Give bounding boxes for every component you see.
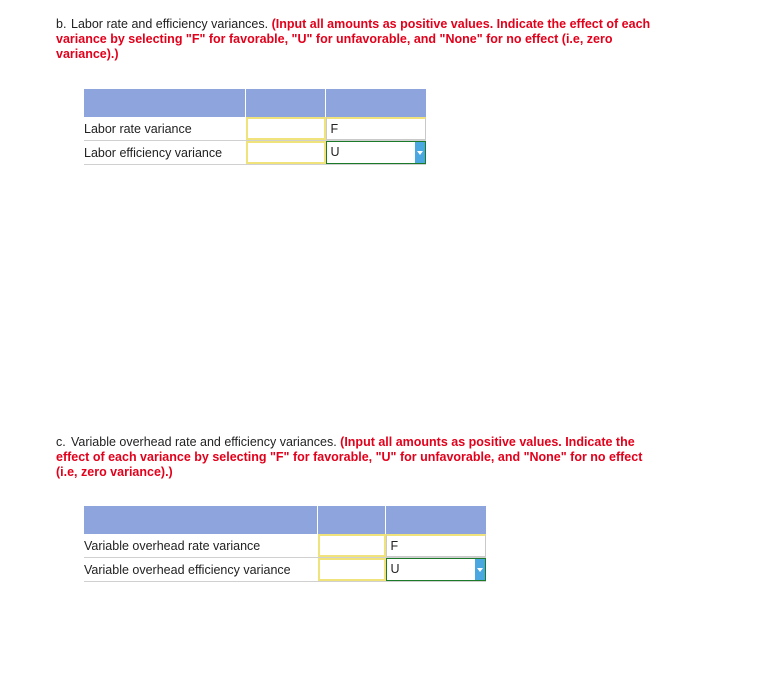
effect-value: F [390, 539, 399, 553]
table-row [84, 141, 426, 165]
table-b [84, 89, 426, 165]
row-label: Variable overhead efficiency variance [84, 558, 318, 582]
table-c-header [84, 506, 486, 534]
question-c-text: Variable overhead rate and efficiency variances. [71, 435, 337, 449]
question-b [56, 17, 666, 62]
effect-select[interactable] [326, 141, 427, 164]
effect-value: U [330, 145, 340, 159]
chevron-down-icon[interactable] [475, 559, 485, 580]
table-row [84, 534, 486, 558]
question-b-instruction: (Input all amounts as positive values. Indicate the effect of each variance by selecting "F" for favorable, "U" for unfavorable, and "None" for no effect (i.e, zero variance).) [56, 17, 651, 61]
row-label: Labor rate variance [84, 117, 246, 141]
question-b-label: b. [56, 17, 67, 31]
row-label: Variable overhead rate variance [84, 534, 318, 558]
row-label: Labor efficiency variance [84, 141, 246, 165]
effect-select[interactable] [386, 558, 487, 581]
chevron-down-icon[interactable] [415, 142, 425, 163]
effect-value: F [330, 122, 339, 136]
amount-input[interactable] [246, 141, 326, 164]
question-b-text: Labor rate and efficiency variances. [71, 17, 269, 31]
question-c-label: c. [56, 435, 66, 449]
table-b-header [84, 89, 426, 117]
header-cell [318, 506, 386, 534]
amount-input[interactable] [246, 117, 326, 140]
table-c [84, 506, 486, 582]
effect-select[interactable] [386, 534, 487, 557]
amount-input[interactable] [318, 534, 386, 557]
effect-select[interactable] [326, 117, 427, 140]
header-cell [84, 89, 246, 117]
header-cell [326, 89, 427, 117]
header-cell [84, 506, 318, 534]
amount-input[interactable] [318, 558, 386, 581]
header-cell [246, 89, 326, 117]
header-cell [386, 506, 487, 534]
question-c [56, 435, 666, 480]
table-row [84, 117, 426, 141]
table-row [84, 558, 486, 582]
question-c-instruction: (Input all amounts as positive values. Indicate the effect of each variance by selecting "F" for favorable, "U" for unfavorable, and "None" for no effect (i.e, zero variance).) [56, 435, 643, 479]
effect-value: U [390, 562, 400, 576]
